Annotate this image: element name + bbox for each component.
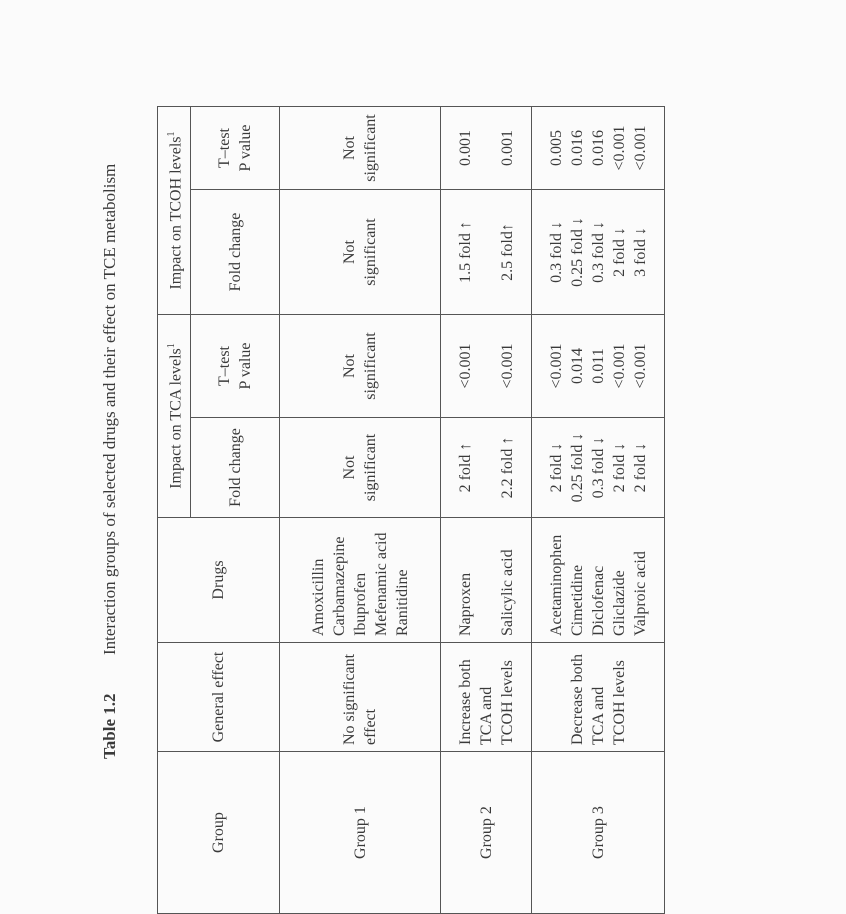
header-tcoh-ttest	[191, 107, 280, 190]
value-line: 1.5 fold ↑	[456, 221, 474, 283]
header-group: Group	[158, 752, 280, 914]
value-line: 0.25 fold ↓	[568, 217, 586, 287]
drug-name: Diclofenac	[589, 565, 607, 636]
value-line: 0.25 fold ↓	[568, 432, 586, 503]
value-line: 2.5 fold↑	[498, 223, 516, 281]
value-line: 0.011	[589, 348, 607, 384]
value-line: 3 fold ↓	[631, 227, 649, 277]
general-effect-line: TCA and	[477, 686, 495, 745]
tcoh-fold-cell	[441, 190, 532, 315]
caption-title: Interaction groups of selected drugs and their effect on TCE metabolism	[100, 163, 119, 655]
drug-name: Salicylic acid	[498, 549, 516, 636]
value-line: Not	[341, 455, 358, 480]
value-line: 0.001	[498, 130, 516, 166]
value-line: 0.014	[568, 348, 586, 384]
drug-name: Gliclazide	[610, 570, 628, 636]
drug-name: Ibuprofen	[351, 572, 369, 636]
value-line: 2 fold ↓	[631, 442, 649, 493]
ttest-label: T–test	[216, 128, 233, 168]
header-tcoh-fold-change: Fold change	[191, 190, 280, 315]
value-line: significant	[362, 114, 379, 182]
footnote-mark: 1	[166, 131, 178, 137]
header-drugs: Drugs	[158, 518, 280, 643]
general-effect-line: TCOH levels	[498, 660, 516, 745]
value-line: 0.3 fold ↓	[589, 221, 607, 283]
value-line: 2.2 fold ↑	[498, 436, 516, 499]
general-effect-line: Decrease both	[568, 653, 586, 745]
tca-pvalue-cell	[280, 315, 441, 418]
value-line: Not	[341, 136, 358, 160]
general-effect-cell	[280, 643, 441, 752]
group-cell: Group 2	[441, 752, 532, 914]
value-line: Not	[341, 354, 358, 378]
tcoh-pvalue-cell	[441, 107, 532, 190]
group-cell: Group 1	[280, 752, 441, 914]
drug-interaction-table	[157, 106, 665, 914]
drugs-cell	[441, 518, 532, 643]
value-line: Not	[341, 240, 358, 264]
caption-label: Table 1.2	[100, 693, 119, 759]
value-line: 0.001	[456, 130, 474, 166]
value-line: 0.005	[547, 130, 565, 166]
header-tcoh-impact-text: Impact on TCOH levels	[167, 136, 185, 290]
drug-name: Valproic acid	[631, 551, 649, 636]
value-line: significant	[362, 332, 379, 400]
value-line: <0.001	[610, 343, 628, 389]
footnote-mark: 1	[166, 343, 178, 349]
value-line: significant	[362, 218, 379, 286]
drug-name: Acetaminophen	[547, 534, 565, 636]
ttest-label: T–test	[216, 346, 233, 386]
value-line: <0.001	[456, 343, 474, 389]
tca-pvalue-cell	[441, 315, 532, 418]
value-line: <0.001	[631, 343, 649, 389]
value-line: 2 fold ↓	[610, 442, 628, 493]
value-line: 0.016	[568, 130, 586, 166]
general-effect-line: No significant	[341, 653, 358, 745]
value-line: <0.001	[547, 343, 565, 389]
tca-fold-cell	[441, 418, 532, 518]
value-line: 0.016	[589, 130, 607, 166]
pvalue-label: P value	[237, 342, 254, 390]
drugs-cell	[280, 518, 441, 643]
general-effect-line: Increase both	[456, 659, 474, 745]
general-effect-line: effect	[362, 708, 379, 745]
value-line: significant	[362, 433, 379, 502]
header-tcoh-impact	[158, 107, 191, 315]
header-general-effect: General effect	[158, 643, 280, 752]
pvalue-label: P value	[237, 124, 254, 172]
drug-name: Amoxicillin	[309, 558, 327, 636]
table-row-group-1	[280, 107, 441, 914]
group-cell: Group 3	[532, 752, 665, 914]
header-tca-impact-text: Impact on TCA levels	[167, 348, 185, 489]
general-effect-cell	[532, 643, 665, 752]
table-row-group-2	[441, 107, 532, 914]
tcoh-pvalue-cell	[280, 107, 441, 190]
header-tca-ttest	[191, 315, 280, 418]
drug-name: Mefenamic acid	[372, 532, 390, 636]
header-tca-fold-change: Fold change	[191, 418, 280, 518]
tcoh-fold-cell	[280, 190, 441, 315]
tcoh-fold-cell	[532, 190, 665, 315]
drugs-cell	[532, 518, 665, 643]
value-line: 2 fold ↓	[610, 227, 628, 277]
tca-fold-cell	[532, 418, 665, 518]
table-row-group-3	[532, 107, 665, 914]
general-effect-line: TCA and	[589, 686, 607, 745]
general-effect-line: TCOH levels	[610, 660, 628, 745]
tca-pvalue-cell	[532, 315, 665, 418]
drug-name: Cimetidine	[568, 564, 586, 636]
drug-name: Carbamazepine	[330, 536, 348, 636]
value-line: <0.001	[498, 343, 516, 389]
value-line: <0.001	[610, 125, 628, 171]
tca-fold-cell	[280, 418, 441, 518]
drug-name: Naproxen	[456, 572, 474, 636]
value-line: 0.3 fold ↓	[589, 436, 607, 499]
drug-name: Ranitidine	[393, 569, 411, 636]
value-line: <0.001	[631, 125, 649, 171]
value-line: 0.3 fold ↓	[547, 221, 565, 283]
value-line: 2 fold ↓	[547, 442, 565, 493]
value-line: 2 fold ↑	[456, 442, 474, 493]
general-effect-cell	[441, 643, 532, 752]
header-tca-impact	[158, 315, 191, 518]
tcoh-pvalue-cell	[532, 107, 665, 190]
